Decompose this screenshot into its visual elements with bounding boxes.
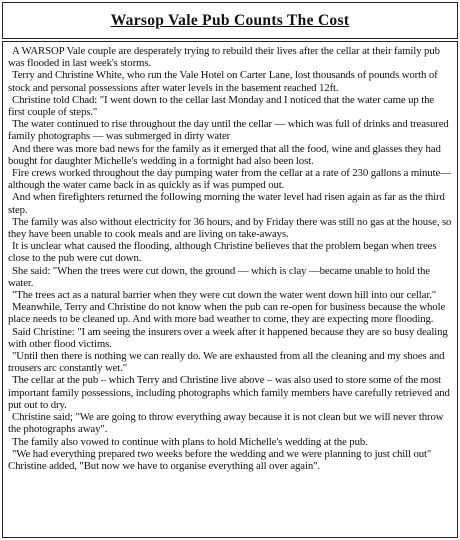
paragraph: "We had everything prepared two weeks before the wedding and we were planning to just chill out" Christine added, "But now we have to organise everything all over again". <box>8 447 432 472</box>
headline-box <box>2 2 458 39</box>
article-body <box>2 41 458 538</box>
paragraph: "Until then there is nothing we can really do. We are exhausted from all the cleaning and my shoes and trousers arc constantly wet." <box>8 350 445 375</box>
paragraph: The cellar at the pub – which Terry and Christine live above – was also used to store some of the most important family possessions, including photographs which family members have carefully retrieved and put out to dry. <box>8 374 450 411</box>
paragraph: A WARSOP Vale couple are desperately trying to rebuild their lives after the cellar at their family pub was flooded in last week's storms. <box>8 45 440 70</box>
paragraph: The family also vowed to continue with plans to hold Michelle's wedding at the pub. <box>12 435 368 448</box>
paragraph: Terry and Christine White, who run the Vale Hotel on Carter Lane, lost thousands of pounds worth of stock and personal possessions after water levels in the basement reached 12ft. <box>8 69 438 94</box>
paragraph: And there was more bad news for the family as it emerged that all the food, wine and glasses they had bought for daughter Michelle's wedding in a fortnight had also been lost. <box>8 142 441 167</box>
paragraph: The water continued to rise throughout the day until the cellar — which was full of drinks and treasured family photographs — was submerged in dirty water <box>8 118 449 143</box>
paragraph: The family was also without electricity for 36 hours, and by Friday there was still no gas at the house, so they have been unable to cook meals and are living on take-aways. <box>8 215 452 241</box>
paragraph: Meanwhile, Terry and Christine do not know when the pub can re-open for business because the whole place needs to be cleaned up. And with more bad weather to come, they are expecting more flooding. <box>8 301 446 326</box>
paragraph: Fire crews worked throughout the day pumping water from the cellar at a rate of 230 gallons a minute—although the water came back in as quickly as if was pumped out. <box>8 167 451 192</box>
paragraph: She said: "When the trees were cut down, the ground — which is clay —became unable to hold the water. <box>8 264 430 289</box>
paragraph: It is unclear what caused the flooding, although Christine believes that the problem began when trees close to the pub were cut down. <box>8 240 437 265</box>
paragraph: Christine told Chad: "I went down to the cellar last Monday and I noticed that the water came up the first couple of steps." <box>8 93 435 119</box>
headline: Warsop Vale Pub Counts The Cost <box>110 11 350 29</box>
paragraph: Christine said; "We are going to throw everything away because it is not clean but we will never throw the photographs away". <box>8 411 444 436</box>
paragraph: "The trees act as a natural barrier when they were cut down the water went down hill into our cellar." <box>12 289 437 302</box>
paragraph: Said Christine: "I am seeing the insurers over a week after it happened because they are so busy dealing with other flood victims. <box>8 325 448 350</box>
paragraph: And when firefighters returned the following morning the water level had risen again as far as the third step. <box>8 191 445 216</box>
